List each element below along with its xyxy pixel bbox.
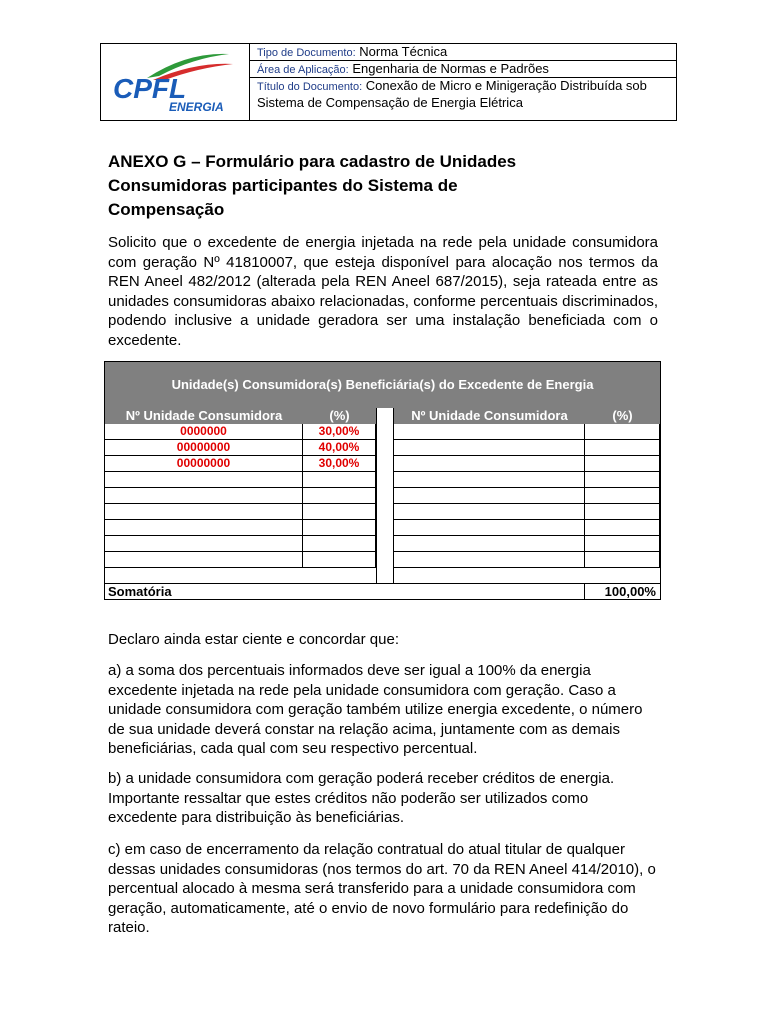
table-cell-left-pct: 40,00% [303, 440, 376, 456]
table-cell-left-unit [105, 472, 303, 488]
table-cell-left-unit: 0000000 [105, 424, 303, 440]
table-cell-right-pct [585, 520, 660, 536]
doc-title-label: Título do Documento: [257, 81, 363, 93]
table-cell-left-pct: 30,00% [303, 424, 376, 440]
item-b: b) a unidade consumidora com geração poderá receber créditos de energia. Importante ressaltar que estes créditos não poderão ser utilizados como excedente para distribuição às beneficiárias. [108, 770, 615, 826]
table-cell-left-unit [105, 520, 303, 536]
doc-type-label: Tipo de Documento: [257, 47, 356, 59]
doc-type-value: Norma Técnica [359, 44, 448, 59]
sum-value: 100,00% [584, 584, 660, 600]
area-row [250, 61, 676, 78]
beneficiary-table [104, 361, 661, 600]
table-cell-right-pct [585, 536, 660, 552]
logo-cell [101, 44, 250, 120]
area-label: Área de Aplicação: [257, 64, 349, 76]
table-cell-right-unit [394, 440, 585, 456]
area-value: Engenharia de Normas e Padrões [352, 61, 549, 76]
table-cell-left-pct [303, 472, 376, 488]
table-cell-left-pct [303, 552, 376, 568]
table-cell-right-unit [394, 520, 585, 536]
table-cell-left-unit: 00000000 [105, 456, 303, 472]
table-cell-right-pct [585, 552, 660, 568]
table-cell-right-pct [585, 424, 660, 440]
intro-paragraph: Solicito que o excedente de energia injetada na rede pela unidade consumidora com geração Nº 41810007, que esteja disponível para alocação nos termos da REN Aneel 482/2012 (alterada pela REN Aneel 687/2015), seja rateada entre as unidades consumidoras abaixo relacionadas, conforme percentuais discriminados, podendo inclusive a unidade geradora ser uma instalação beneficiada com o excedente. [108, 234, 658, 349]
table-cell-left-pct [303, 536, 376, 552]
table-cell-right-unit [394, 504, 585, 520]
table-cell-right-unit [394, 536, 585, 552]
table-cell-right-unit [394, 552, 585, 568]
table-cell-right-pct [585, 472, 660, 488]
table-cell-right-unit [394, 488, 585, 504]
col-header-unit-right: Nº Unidade Consumidora [394, 408, 585, 424]
cpfl-logo [107, 48, 243, 116]
table-cell-left-unit [105, 536, 303, 552]
table-cell-left-unit [105, 504, 303, 520]
table-cell-right-unit [394, 424, 585, 440]
item-a: a) a soma dos percentuais informados deve ser igual a 100% da energia excedente injetada na rede pela unidade consumidora com geração. Caso a unidade consumidora com geração também utilize energia excedente, o número de sua unidade deverá constar na relação acima, juntamente com as demais beneficiárias, cada qual com seu respectivo percentual. [108, 662, 643, 757]
doc-title-row [250, 78, 676, 120]
table-cell-left-pct: 30,00% [303, 456, 376, 472]
table-title: Unidade(s) Consumidora(s) Beneficiária(s) do Excedente de Energia [105, 362, 660, 408]
table-cell-left-unit [105, 552, 303, 568]
col-header-unit-left: Nº Unidade Consumidora [105, 408, 303, 424]
table-cell-right-pct [585, 488, 660, 504]
table-cell-left-unit [105, 488, 303, 504]
table-cell-left-unit: 00000000 [105, 440, 303, 456]
document-header [100, 43, 677, 121]
table-cell-left-pct [303, 504, 376, 520]
logo-brand: CPFL [113, 73, 187, 104]
table-cell-right-unit [394, 456, 585, 472]
logo-subtitle: ENERGIA [169, 100, 224, 114]
sum-row [105, 583, 660, 599]
col-header-pct-right: (%) [585, 408, 660, 424]
item-c: c) em caso de encerramento da relação contratual do atual titular de qualquer dessas unidades consumidoras (nos termos do art. 70 da REN Aneel 414/2010), o percentual alocado à mesma será transferido para a unidade consumidora com geração, automaticamente, até o envio de novo formulário para redefinição do rateio. [108, 841, 656, 936]
table-cell-right-pct [585, 440, 660, 456]
table-separator-column [376, 408, 394, 583]
doc-title-value: Conexão de Micro e Minigeração Distribuída sob Sistema de Compensação de Energia Elétrica [257, 78, 647, 110]
doc-type-row [250, 44, 676, 61]
table-cell-right-unit [394, 472, 585, 488]
annex-title: ANEXO G – Formulário para cadastro de Unidades Consumidoras participantes do Sistema de Compensação [108, 152, 517, 219]
table-cell-left-pct [303, 520, 376, 536]
sum-label: Somatória [108, 584, 172, 599]
table-cell-left-pct [303, 488, 376, 504]
declaration-intro: Declaro ainda estar ciente e concordar que: [108, 631, 400, 648]
table-cell-right-pct [585, 456, 660, 472]
table-cell-right-pct [585, 504, 660, 520]
header-meta [250, 44, 676, 120]
col-header-pct-left: (%) [303, 408, 376, 424]
